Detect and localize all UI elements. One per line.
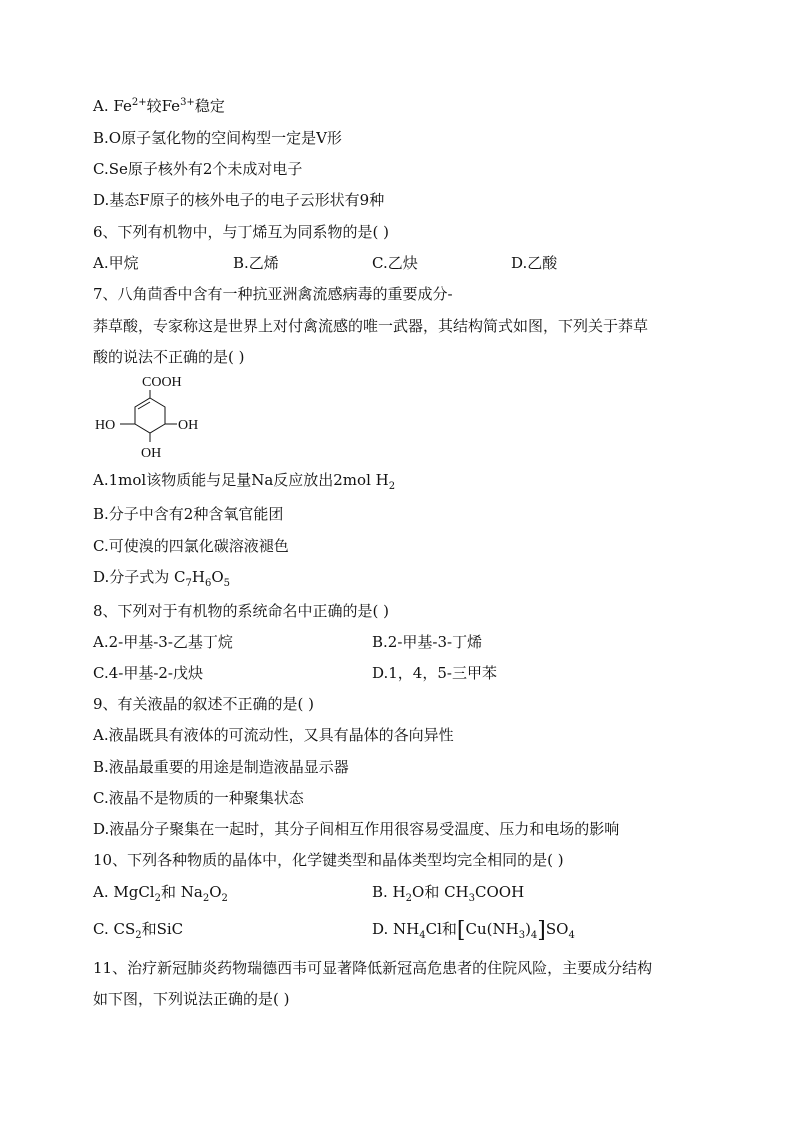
q10-option-a [93, 882, 228, 902]
struct-oh-right-label: OH [178, 418, 199, 433]
q10-option-b-mid: O和 CH [412, 883, 469, 901]
charge-superscript: 2+ [131, 97, 147, 108]
formula-element: O [211, 568, 224, 586]
q5-option-a-text-mid: 较Fe [146, 97, 181, 115]
q9-option-b: B.液晶最重要的用途是制造液晶显示器 [93, 758, 349, 776]
q8-stem: 8、下列对于有机物的系统命名中正确的是( ) [93, 602, 390, 620]
q5-option-c: C.Se原子核外有2个未成对电子 [93, 160, 303, 178]
struct-ho-label: HO [95, 418, 116, 433]
q7-option-a [93, 470, 395, 490]
q10-option-d-mid: Cl和 [425, 920, 457, 938]
q9-option-d: D.液晶分子聚集在一起时，其分子间相互作用很容易受温度、压力和电场的影响 [93, 820, 620, 838]
subscript: 7 [185, 578, 192, 589]
subscript: 4 [568, 930, 575, 941]
q5-option-a-text-end: 稳定 [194, 97, 225, 115]
q5-option-d: D.基态F原子的核外电子的电子云形状有9种 [93, 191, 385, 209]
struct-double-bond [138, 402, 150, 409]
q8-option-d: D.1，4，5-三甲苯 [372, 664, 497, 682]
formula-part: Cu(NH [465, 920, 519, 938]
subscript: 2 [388, 481, 396, 492]
formula-element: H [191, 568, 205, 586]
q9-stem: 9、有关液晶的叙述不正确的是( ) [93, 695, 315, 713]
subscript: 2 [135, 930, 142, 941]
q7-option-d [93, 567, 230, 587]
formula-element: O [209, 883, 222, 901]
q9-option-a: A.液晶既具有液体的可流动性，又具有晶体的各向异性 [93, 726, 454, 744]
q7-stem-line1: 7、八角茴香中含有一种抗亚洲禽流感病毒的重要成分- [93, 285, 453, 303]
q7-option-c: C.可使溴的四氯化碳溶液褪色 [93, 537, 289, 555]
q8-option-b: B.2-甲基-3-丁烯 [372, 633, 483, 651]
q5-option-b: B.O原子氢化物的空间构型一定是V形 [93, 129, 342, 147]
q10-option-a-text: A. MgCl [93, 883, 155, 901]
q10-option-c-end: 和SiC [141, 920, 184, 938]
q10-option-b-text: B. H [372, 883, 406, 901]
subscript: 2 [221, 893, 228, 904]
subscript: 4 [530, 930, 538, 941]
subscript: 3 [518, 930, 526, 941]
struct-oh-bottom-label: OH [141, 446, 162, 461]
q7-stem-line3: 酸的说法不正确的是( ) [93, 348, 245, 366]
subscript: 3 [468, 893, 476, 904]
left-bracket: [ [456, 918, 466, 943]
right-bracket: ] [537, 918, 546, 943]
q6-option-a: A.甲烷 [93, 254, 139, 272]
q10-option-d [372, 919, 575, 941]
struct-cooh-label: COOH [142, 375, 182, 390]
q11-stem-line2: 如下图，下列说法正确的是( ) [93, 990, 290, 1008]
charge-superscript: 3+ [180, 97, 195, 108]
struct-ring [135, 398, 165, 433]
q11-stem-line1: 11、治疗新冠肺炎药物瑞德西韦可显著降低新冠高危患者的住院风险，主要成分结构 [93, 959, 653, 977]
q6-option-b: B.乙烯 [233, 254, 279, 272]
subscript: 4 [419, 930, 426, 941]
q8-option-a: A.2-甲基-3-乙基丁烷 [93, 633, 233, 651]
q7-option-b: B.分子中含有2种含氧官能团 [93, 505, 284, 523]
q5-option-a-text: A. Fe [93, 97, 132, 115]
q6-option-c: C.乙炔 [372, 254, 418, 272]
q7-option-a-text: A.1mol该物质能与足量Na反应放出2mol H [93, 471, 389, 489]
q6-stem: 6、下列有机物中，与丁烯互为同系物的是( ) [93, 223, 390, 241]
q10-option-c [93, 919, 183, 939]
subscript: 2 [202, 893, 210, 904]
q10-option-b [372, 882, 524, 902]
q7-stem-line2: 莽草酸，专家称这是世界上对付禽流感的唯一武器，其结构简式如图，下列关于莽草 [93, 317, 649, 335]
q10-option-b-end: COOH [475, 883, 525, 901]
subscript: 5 [223, 578, 231, 589]
formula-part: SO [545, 920, 569, 938]
subscript: 2 [154, 893, 161, 904]
q10-option-a-mid: 和 Na [160, 883, 203, 901]
q7-option-d-text: D.分子式为 C [93, 568, 186, 586]
q6-option-d: D.乙酸 [511, 254, 558, 272]
q5-option-a [93, 96, 225, 116]
subscript: 6 [204, 578, 212, 589]
q10-option-c-text: C. CS [93, 920, 136, 938]
subscript: 2 [405, 893, 413, 904]
q8-option-c: C.4-甲基-2-戊炔 [93, 664, 204, 682]
q9-option-c: C.液晶不是物质的一种聚集状态 [93, 789, 304, 807]
formula-part: ) [525, 920, 531, 938]
shikimic-acid-structure [90, 370, 220, 462]
q10-stem: 10、下列各种物质的晶体中，化学键类型和晶体类型均完全相同的是( ) [93, 851, 564, 869]
q10-option-d-text: D. NH [372, 920, 420, 938]
